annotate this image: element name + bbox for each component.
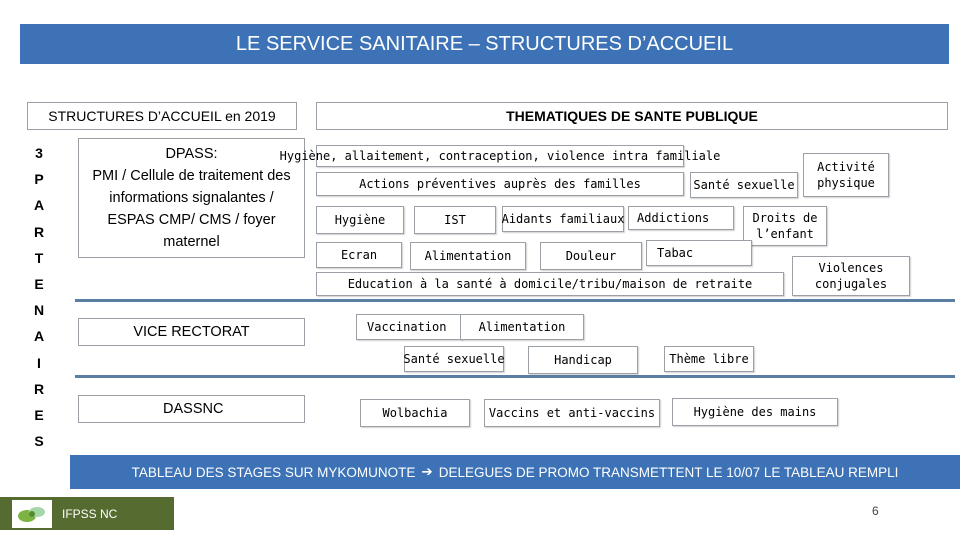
topic-text: Violences conjugales: [814, 261, 888, 291]
ifpss-logo-bar: [0, 497, 174, 530]
dassnc-box: [78, 395, 305, 423]
letter: 3: [35, 145, 43, 161]
topic-text: Addictions: [637, 211, 710, 225]
topic-tag: [664, 346, 754, 372]
topic-tag: [690, 172, 798, 198]
thematiques-heading-text: THEMATIQUES DE SANTE PUBLIQUE: [506, 108, 758, 124]
topic-tag: [803, 153, 889, 197]
vertical-label-3-partenaires: [28, 140, 50, 454]
dpass-body: PMI / Cellule de traitement des informations signalantes / ESPAS CMP/ CMS / foyer maternel: [92, 168, 291, 250]
letter: A: [33, 328, 45, 345]
topic-text: Hygiène des mains: [693, 405, 817, 419]
topic-tag: [743, 206, 827, 246]
section-divider: [75, 375, 955, 378]
topic-tag: [460, 314, 584, 340]
topic-text: Alimentation: [424, 249, 512, 263]
dassnc-label: DASSNC: [163, 401, 224, 417]
letter: R: [33, 380, 45, 397]
letter: S: [34, 433, 44, 450]
letter: R: [33, 223, 45, 240]
arrow-right-icon: ➔: [421, 464, 433, 479]
topic-text: Vaccins et anti-vaccins: [488, 406, 656, 420]
topic-text: Thème libre: [669, 352, 749, 366]
topic-text: Tabac: [657, 246, 694, 260]
topic-tag: [404, 346, 504, 372]
dpass-title: DPASS:: [165, 146, 218, 162]
slide-title: [20, 24, 949, 64]
topic-tag: [502, 206, 624, 232]
topic-tag: [316, 172, 684, 196]
topic-text: Vaccination: [367, 320, 447, 334]
topic-text: Education à la santé à domicile/tribu/maison de retraite: [347, 277, 753, 291]
topic-tag: [484, 399, 660, 427]
topic-text: Aidants familiaux: [501, 212, 625, 226]
logo-text: IFPSS NC: [62, 506, 118, 521]
vice-rectorat-label: VICE RECTORAT: [133, 324, 250, 340]
letter: A: [33, 197, 45, 214]
dpass-box: [78, 138, 305, 258]
vice-rectorat-box: [78, 318, 305, 346]
structures-heading: [27, 102, 297, 130]
topic-text: Santé sexuelle: [403, 352, 505, 366]
topic-tag: [410, 242, 526, 270]
stages-banner: [70, 455, 960, 489]
letter: E: [34, 275, 44, 292]
topic-text: Santé sexuelle: [693, 178, 795, 192]
topic-text: Wolbachia: [382, 406, 448, 420]
slide-title-text: LE SERVICE SANITAIRE – STRUCTURES D’ACCUEIL: [235, 32, 734, 55]
letter: N: [33, 302, 45, 319]
topic-text: Douleur: [565, 249, 617, 263]
letter: T: [34, 249, 44, 266]
ifpss-logo-icon: [12, 500, 52, 528]
topic-tag: [540, 242, 642, 270]
topic-text: Actions préventives auprès des familles: [359, 177, 641, 191]
topic-tag: [316, 272, 784, 296]
topic-text: Ecran: [340, 248, 378, 262]
page-number: 6: [872, 504, 879, 518]
topic-tag: [414, 206, 496, 234]
topic-text: Alimentation: [478, 320, 566, 334]
topic-text: Hygiène: [334, 213, 386, 227]
topic-tag: [528, 346, 638, 374]
section-divider: [75, 299, 955, 302]
topic-tag: [360, 399, 470, 427]
topic-text: Hygiène, allaitement, contraception, violence intra familiale: [279, 149, 721, 163]
topic-tag: [646, 240, 752, 266]
topic-tag: [316, 242, 402, 268]
banner-text-1: TABLEAU DES STAGES SUR MYKOMUNOTE: [131, 464, 416, 480]
banner-text-2: DELEGUES DE PROMO TRANSMETTENT LE 10/07 LE TABLEAU REMPLI: [438, 464, 899, 480]
letter: I: [37, 354, 41, 371]
thematiques-heading: [316, 102, 948, 130]
topic-text: Activité physique: [817, 160, 875, 190]
topic-tag: [316, 206, 404, 234]
topic-text: Handicap: [554, 353, 612, 367]
topic-tag: [628, 206, 734, 230]
topic-tag: [356, 314, 462, 340]
topic-tag: [279, 145, 721, 167]
letter: P: [34, 171, 44, 188]
topic-text: Droits de l’enfant: [752, 211, 818, 241]
topic-tag: [672, 398, 838, 426]
structures-heading-text: STRUCTURES D’ACCUEIL en 2019: [48, 108, 276, 124]
topic-tag: [792, 256, 910, 296]
letter: E: [34, 406, 44, 423]
topic-text: IST: [444, 213, 466, 227]
